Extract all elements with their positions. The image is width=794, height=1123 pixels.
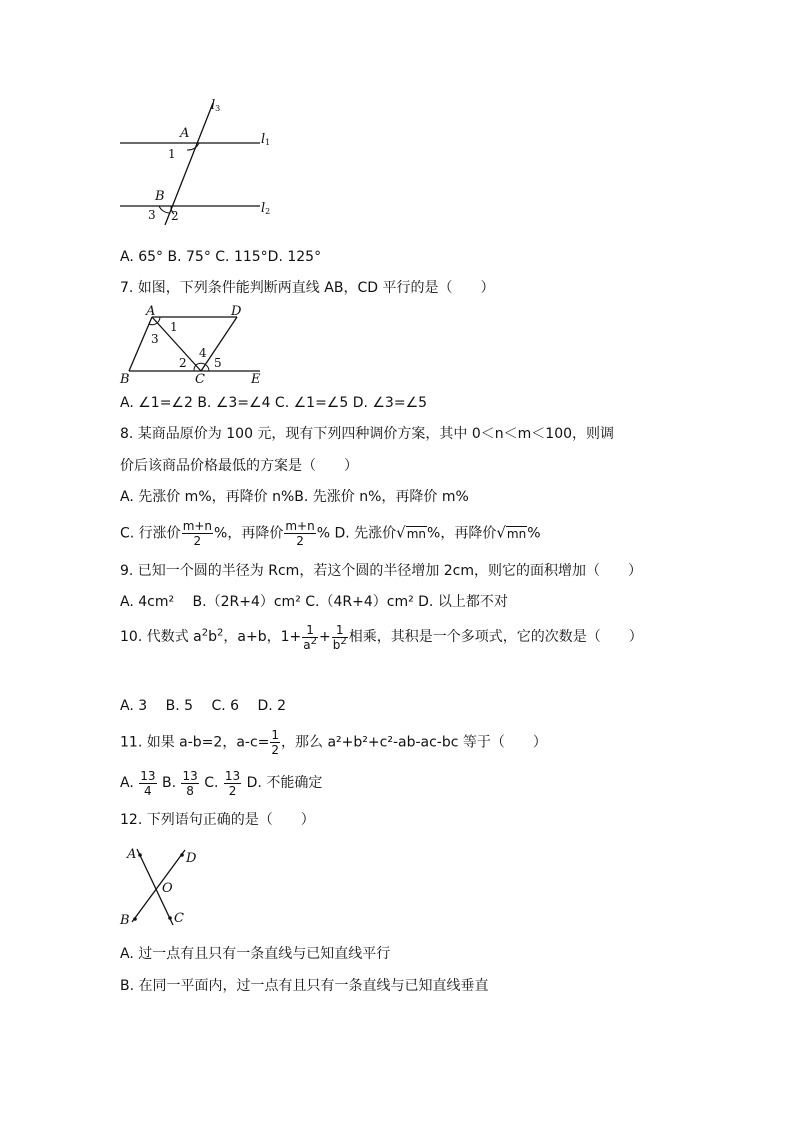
label-point-O: O xyxy=(162,881,173,896)
q7-options: A. ∠1=∠2 B. ∠3=∠4 C. ∠1=∠5 D. ∠3=∠5 xyxy=(120,395,428,411)
fraction-m-plus-n-over-2-second: $\frac{m+n}{2}$ xyxy=(285,519,315,548)
q8-options-ab: A. 先涨价 m%，再降价 n%B. 先涨价 n%，再降价 m% xyxy=(120,489,469,505)
angle-arc-5 xyxy=(206,365,209,371)
q8-stem-line1: 8. 某商品原价为 100 元，现有下列四种调价方案，其中 0＜n＜m＜100，则调 xyxy=(120,426,615,442)
q7-stem: 7. 如图，下列条件能判断两直线 AB，CD 平行的是（ ） xyxy=(120,280,495,296)
label-point-B: B xyxy=(120,372,130,387)
q12-option-A: A. 过一点有且只有一条直线与已知直线平行 xyxy=(120,946,391,962)
q8-optD-prefix: % D. 先涨价 xyxy=(316,525,397,542)
label-angle-4: 4 xyxy=(199,346,207,360)
label-angle-1: 1 xyxy=(170,320,178,334)
q11-options: A. $\frac{13}{4}$ B. $\frac{13}{8}$ C. $\frac{13}{2}$ D. 不能确定 xyxy=(120,768,323,798)
sqrt-icon: √ xyxy=(496,523,506,542)
angle-arc-1 xyxy=(157,317,160,323)
label-point-B: B xyxy=(155,189,165,204)
label-angle-1: 1 xyxy=(168,147,176,161)
q10-options: A. 3 B. 5 C. 6 D. 2 xyxy=(120,698,287,714)
point-A xyxy=(138,853,142,857)
label-l3: l3 xyxy=(211,98,221,113)
label-angle-3: 3 xyxy=(148,208,156,222)
q8-stem-line2: 价后该商品价格最低的方案是（ ） xyxy=(120,458,358,474)
line-l3 xyxy=(165,103,213,225)
q8-optD-end: % xyxy=(527,525,541,542)
label-angle-2: 2 xyxy=(179,356,187,370)
label-point-D: D xyxy=(186,851,197,866)
q8-optC-prefix: C. 行涨价 xyxy=(120,525,181,542)
fraction-m-plus-n-over-2: $\frac{m+n}{2}$ xyxy=(182,519,213,548)
point-C xyxy=(168,916,172,920)
point-D xyxy=(180,853,184,857)
label-angle-2: 2 xyxy=(171,209,179,223)
q9-options: A. 4cm² B.（2R+4）cm² C.（4R+4）cm² D. 以上都不对 xyxy=(120,594,508,610)
label-angle-5: 5 xyxy=(214,356,222,370)
option-A-fraction: $\frac{13}{4}$ xyxy=(140,768,156,798)
label-point-A: A xyxy=(146,304,156,319)
sqrt-mn: mn xyxy=(406,526,427,541)
trapezoid-figure xyxy=(115,303,275,387)
label-l1: l1 xyxy=(261,132,271,147)
q8-options-cd xyxy=(120,519,541,548)
label-point-E: E xyxy=(251,372,261,387)
q12-option-B: B. 在同一平面内，过一点有且只有一条直线与已知直线垂直 xyxy=(120,978,489,994)
label-l2: l2 xyxy=(261,201,271,216)
angle-arc-3 xyxy=(159,206,170,213)
angle-arc-2 xyxy=(194,365,196,371)
q11-stem: 11. 如果 a-b=2，a-c= $\frac{1}{2}$ ，那么 a²+b²+c²-ab-ac-bc 等于（ ） xyxy=(120,728,547,757)
sqrt-icon: √ xyxy=(396,523,406,542)
option-B-fraction: $\frac{13}{8}$ xyxy=(182,768,198,798)
option-C-fraction: $\frac{13}{2}$ xyxy=(224,768,241,798)
label-point-C: C xyxy=(174,911,184,926)
q9-stem: 9. 已知一个圆的半径为 Rcm，若这个圆的半径增加 2cm，则它的面积增加（ ） xyxy=(120,563,643,579)
label-point-C: C xyxy=(195,372,205,387)
q6-options: A. 65° B. 75° C. 115°D. 125° xyxy=(120,249,322,265)
label-point-A: A xyxy=(127,847,137,862)
angle-arc-3 xyxy=(149,323,157,325)
point-B xyxy=(133,917,137,921)
q8-optD-middle: %，再降价 xyxy=(427,525,497,542)
label-point-A: A xyxy=(180,126,190,141)
q12-stem: 12. 下列语句正确的是（ ） xyxy=(120,812,315,828)
q10-stem: 10. 代数式 $a^2b^2$，a+b，1+ $\frac{1}{a^2}$ + $\frac{1}{b^2}$ 相乘，其积是一个多项式，它的次数是（ ） xyxy=(120,622,643,652)
intersecting-lines-figure xyxy=(115,840,205,932)
fraction-1-over-2: $\frac{1}{2}$ xyxy=(271,728,280,757)
sqrt-mn-second: mn xyxy=(506,526,527,541)
fraction-1-over-b2: $\frac{1}{b^2}$ xyxy=(332,622,347,652)
label-point-B: B xyxy=(120,913,130,928)
parallel-lines-figure xyxy=(115,95,285,225)
label-point-D: D xyxy=(231,304,242,319)
fraction-1-over-a2: $\frac{1}{a^2}$ xyxy=(303,622,317,652)
q8-optC-middle: %，再降价 xyxy=(214,525,284,542)
label-angle-3: 3 xyxy=(151,332,159,346)
segment-AB xyxy=(129,317,152,371)
